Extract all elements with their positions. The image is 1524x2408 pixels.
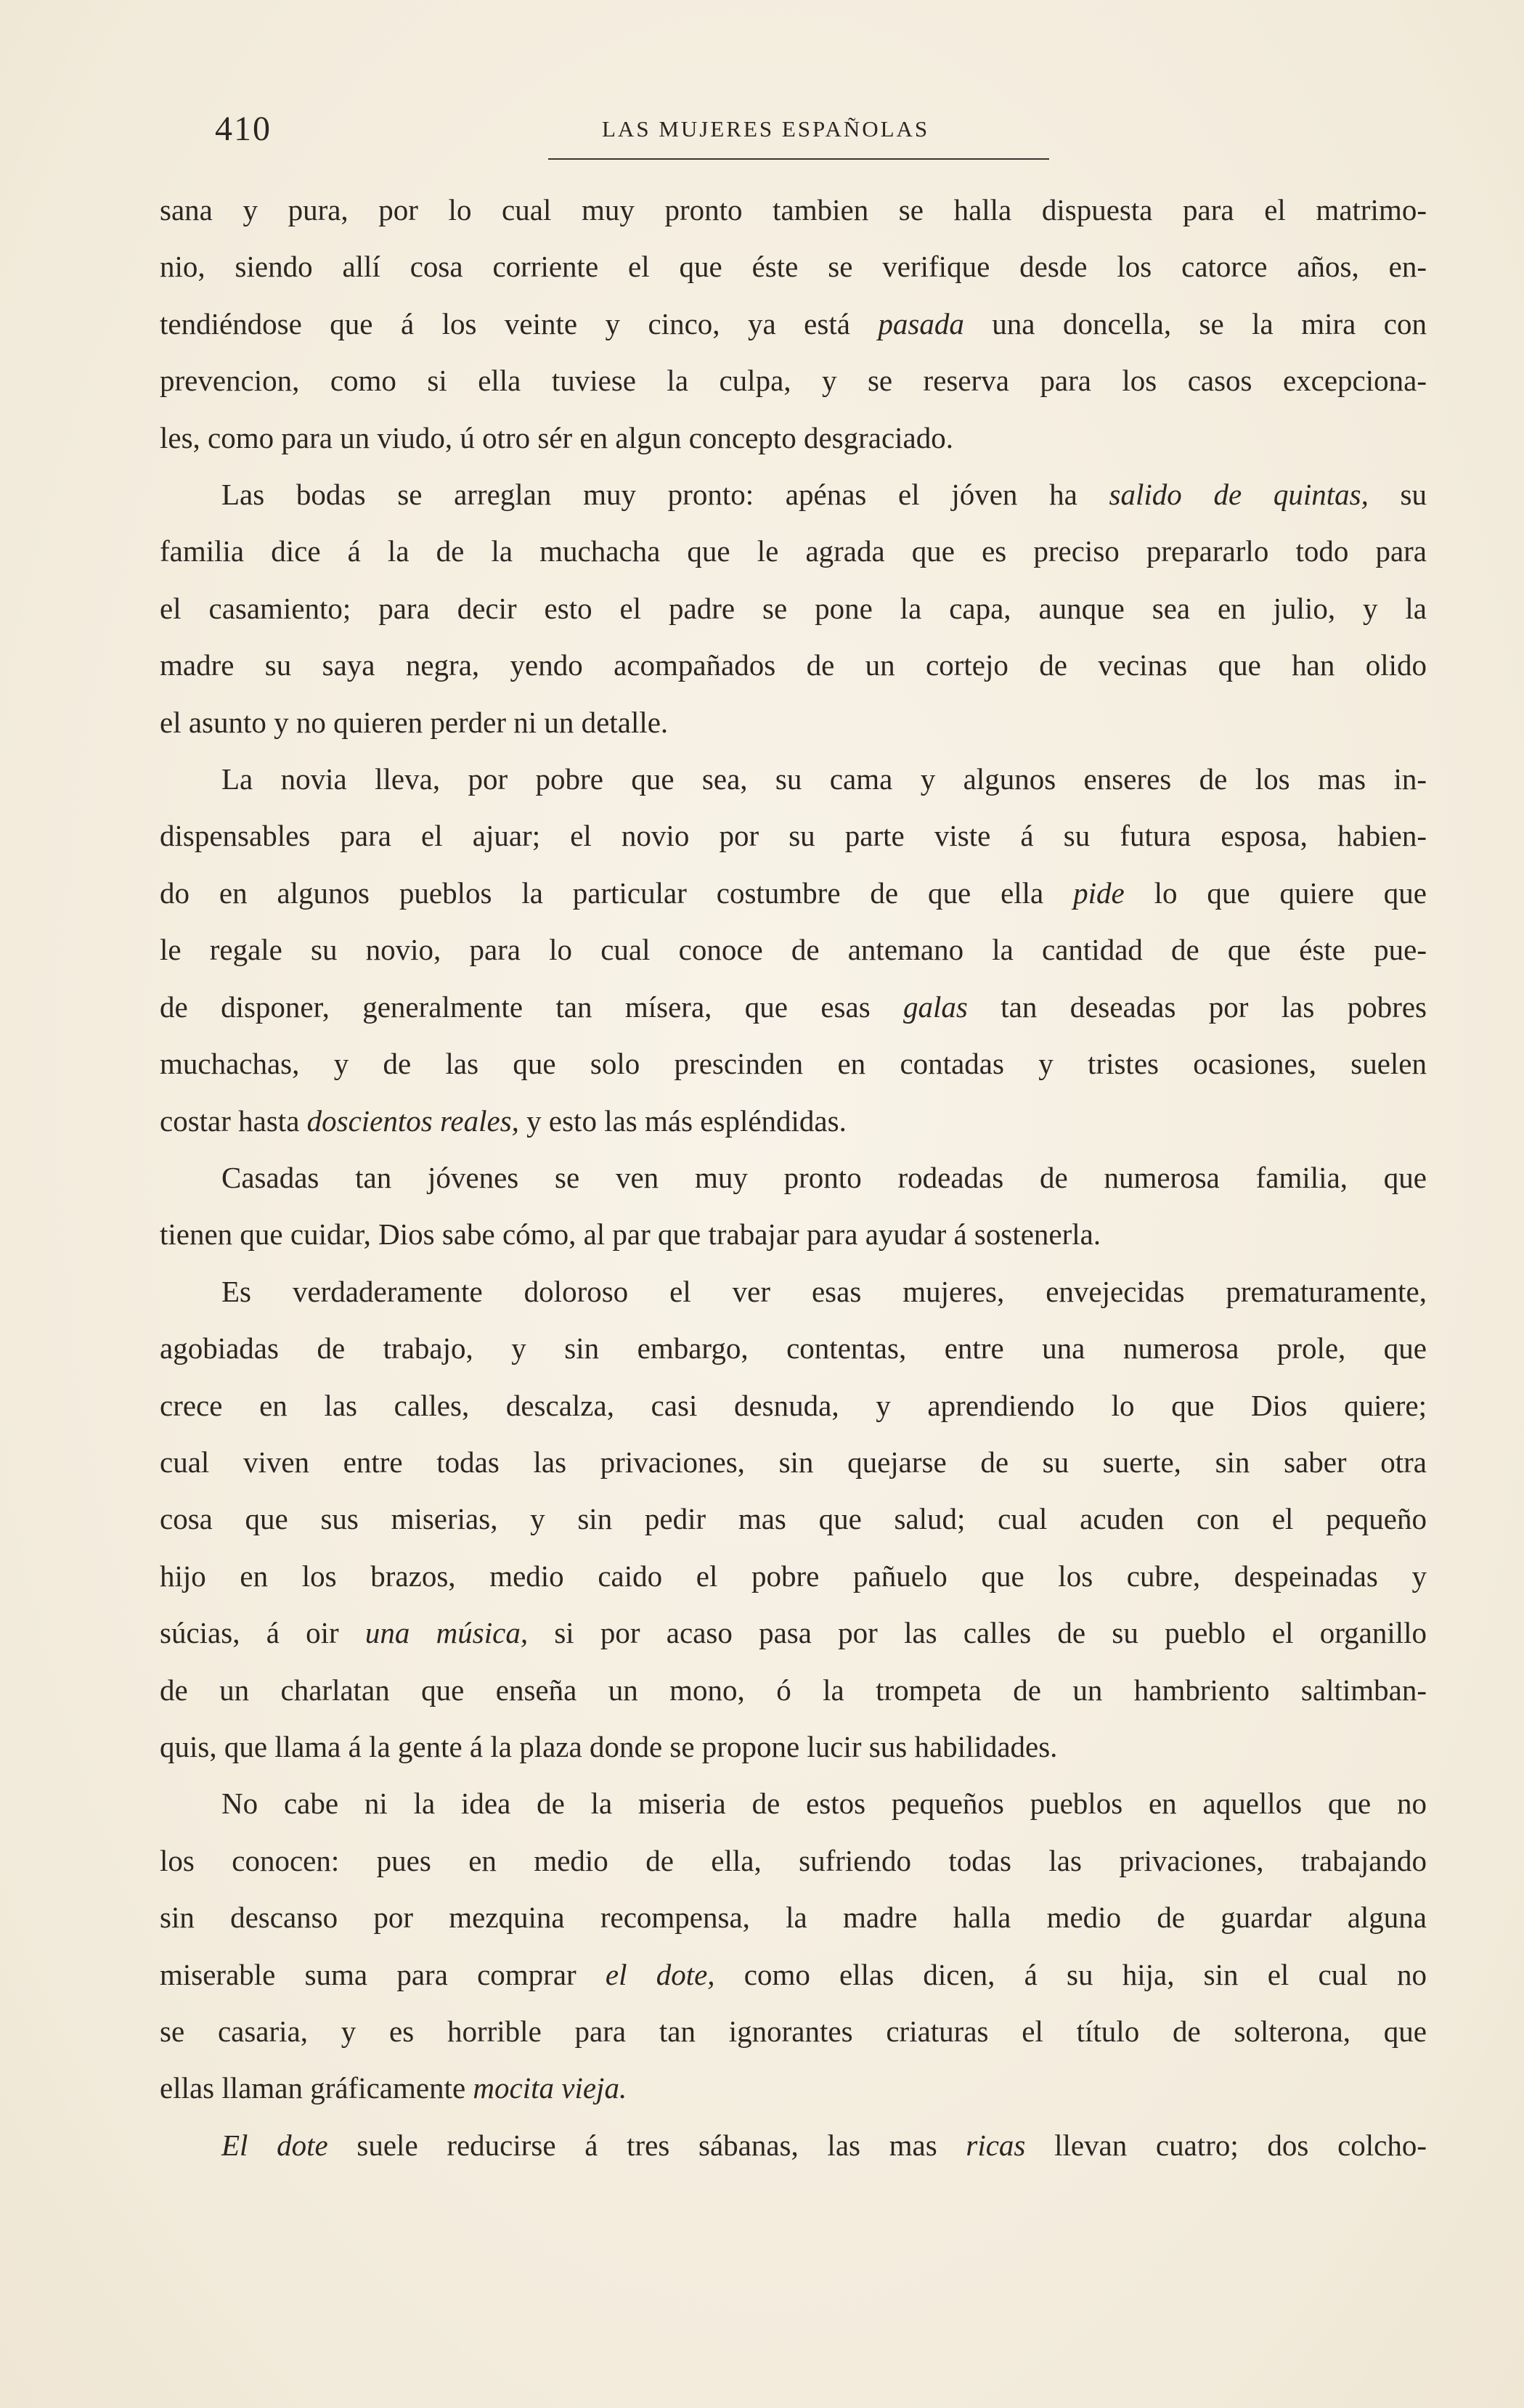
italic-word: ricas [966,2128,1026,2162]
text-line: el asunto y no quieren perder ni un detalle. [160,705,669,739]
italic-word: pide [1073,876,1125,910]
text-line: Es verdaderamente doloroso el ver esas mujeres, envejecidas prematuramente, [221,1274,1427,1308]
italic-word: mocita vieja. [473,2071,627,2105]
text-line: muchachas, y de las que solo prescinden en contadas y tristes ocasiones, suelen [160,1047,1427,1081]
text-line: súcias, á oir una música, si por acaso pasa por las calles de su pueblo el organillo [160,1616,1427,1650]
text-line: hijo en los brazos, medio caido el pobre pañuelo que los cubre, despeinadas y [160,1559,1427,1593]
text-line: cosa que sus miserias, y sin pedir mas que salud; cual acuden con el pequeño [160,1502,1427,1536]
running-head: LAS MUJERES ESPAÑOLAS [602,116,930,142]
body-text [160,181,1427,2174]
text-line: nio, siendo allí cosa corriente el que éste se verifique desde los catorce años, en- [160,250,1427,284]
text-line: tendiéndose que á los veinte y cinco, ya está pasada una doncella, se la mira con [160,306,1427,340]
text-line: do en algunos pueblos la particular costumbre de que ella pide lo que quiere que [160,876,1427,910]
text-line: de un charlatan que enseña un mono, ó la trompeta de un hambriento saltimban- [160,1673,1427,1707]
page-header [206,109,1426,152]
text-line: dispensables para el ajuar; el novio por su parte viste á su futura esposa, habien- [160,819,1427,853]
italic-word: El dote [221,2128,328,2162]
text-line: crece en las calles, descalza, casi desnuda, y aprendiendo lo que Dios quiere; [160,1388,1427,1422]
text-line: miserable suma para comprar el dote, como ellas dicen, á su hija, sin el cual no [160,1957,1427,1991]
text-line: el casamiento; para decir esto el padre se pone la capa, aunque sea en julio, y la [160,591,1427,625]
text-line: La novia lleva, por pobre que sea, su cama y algunos enseres de los mas in- [221,762,1427,796]
text-line: No cabe ni la idea de la miseria de estos pequeños pueblos en aquellos que no [221,1787,1427,1821]
text-line: quis, que llama á la gente á la plaza donde se propone lucir sus habilidades. [160,1729,1058,1763]
text-line: tienen que cuidar, Dios sabe cómo, al par que trabajar para ayudar á sostenerla. [160,1217,1101,1252]
italic-word: una música, [364,1616,529,1650]
italic-word: salido de quintas, [1109,478,1369,512]
header-rule [548,158,1049,160]
text-line: les, como para un viudo, ú otro sér en algun concepto desgraciado. [160,420,953,454]
text-line: Casadas tan jóvenes se ven muy pronto rodeadas de numerosa familia, que [221,1160,1427,1194]
text-line: sin descanso por mezquina recompensa, la madre halla medio de guardar alguna [160,1901,1427,1935]
italic-word: galas [903,989,968,1024]
italic-word: pasada [878,306,964,340]
text-line: sana y pura, por lo cual muy pronto tambien se halla dispuesta para el matrimo- [160,193,1427,226]
page-number: 410 [215,110,272,148]
text-line: cual viven entre todas las privaciones, sin quejarse de su suerte, sin saber otra [160,1445,1427,1479]
text-line: familia dice á la de la muchacha que le agrada que es preciso prepararlo todo para [160,534,1427,568]
text-line: ellas llaman gráficamente mocita vieja. [160,2071,627,2105]
italic-word: doscientos reales, [306,1103,519,1138]
text-line: los conocen: pues en medio de ella, sufriendo todas las privaciones, trabajando [160,1843,1427,1877]
text-line: agobiadas de trabajo, y sin embargo, contentas, entre una numerosa prole, que [160,1331,1427,1366]
text-line: El dote suele reducirse á tres sábanas, las mas ricas llevan cuatro; dos colcho- [221,2128,1427,2162]
text-line: madre su saya negra, yendo acompañados de un cortejo de vecinas que han olido [160,648,1427,682]
text-line: de disponer, generalmente tan mísera, que esas galas tan deseadas por las pobres [160,989,1427,1024]
italic-word: el dote, [605,1957,715,1991]
text-line: le regale su novio, para lo cual conoce de antemano la cantidad de que éste pue- [160,933,1427,967]
text-line: costar hasta doscientos reales, y esto las más espléndidas. [160,1103,847,1138]
text-line: se casaria, y es horrible para tan ignorantes criaturas el título de solterona, que [160,2015,1427,2048]
text-line: Las bodas se arreglan muy pronto: apénas el jóven ha salido de quintas, su [221,478,1427,512]
text-line: prevencion, como si ella tuviese la culpa, y se reserva para los casos excepciona- [160,364,1427,398]
